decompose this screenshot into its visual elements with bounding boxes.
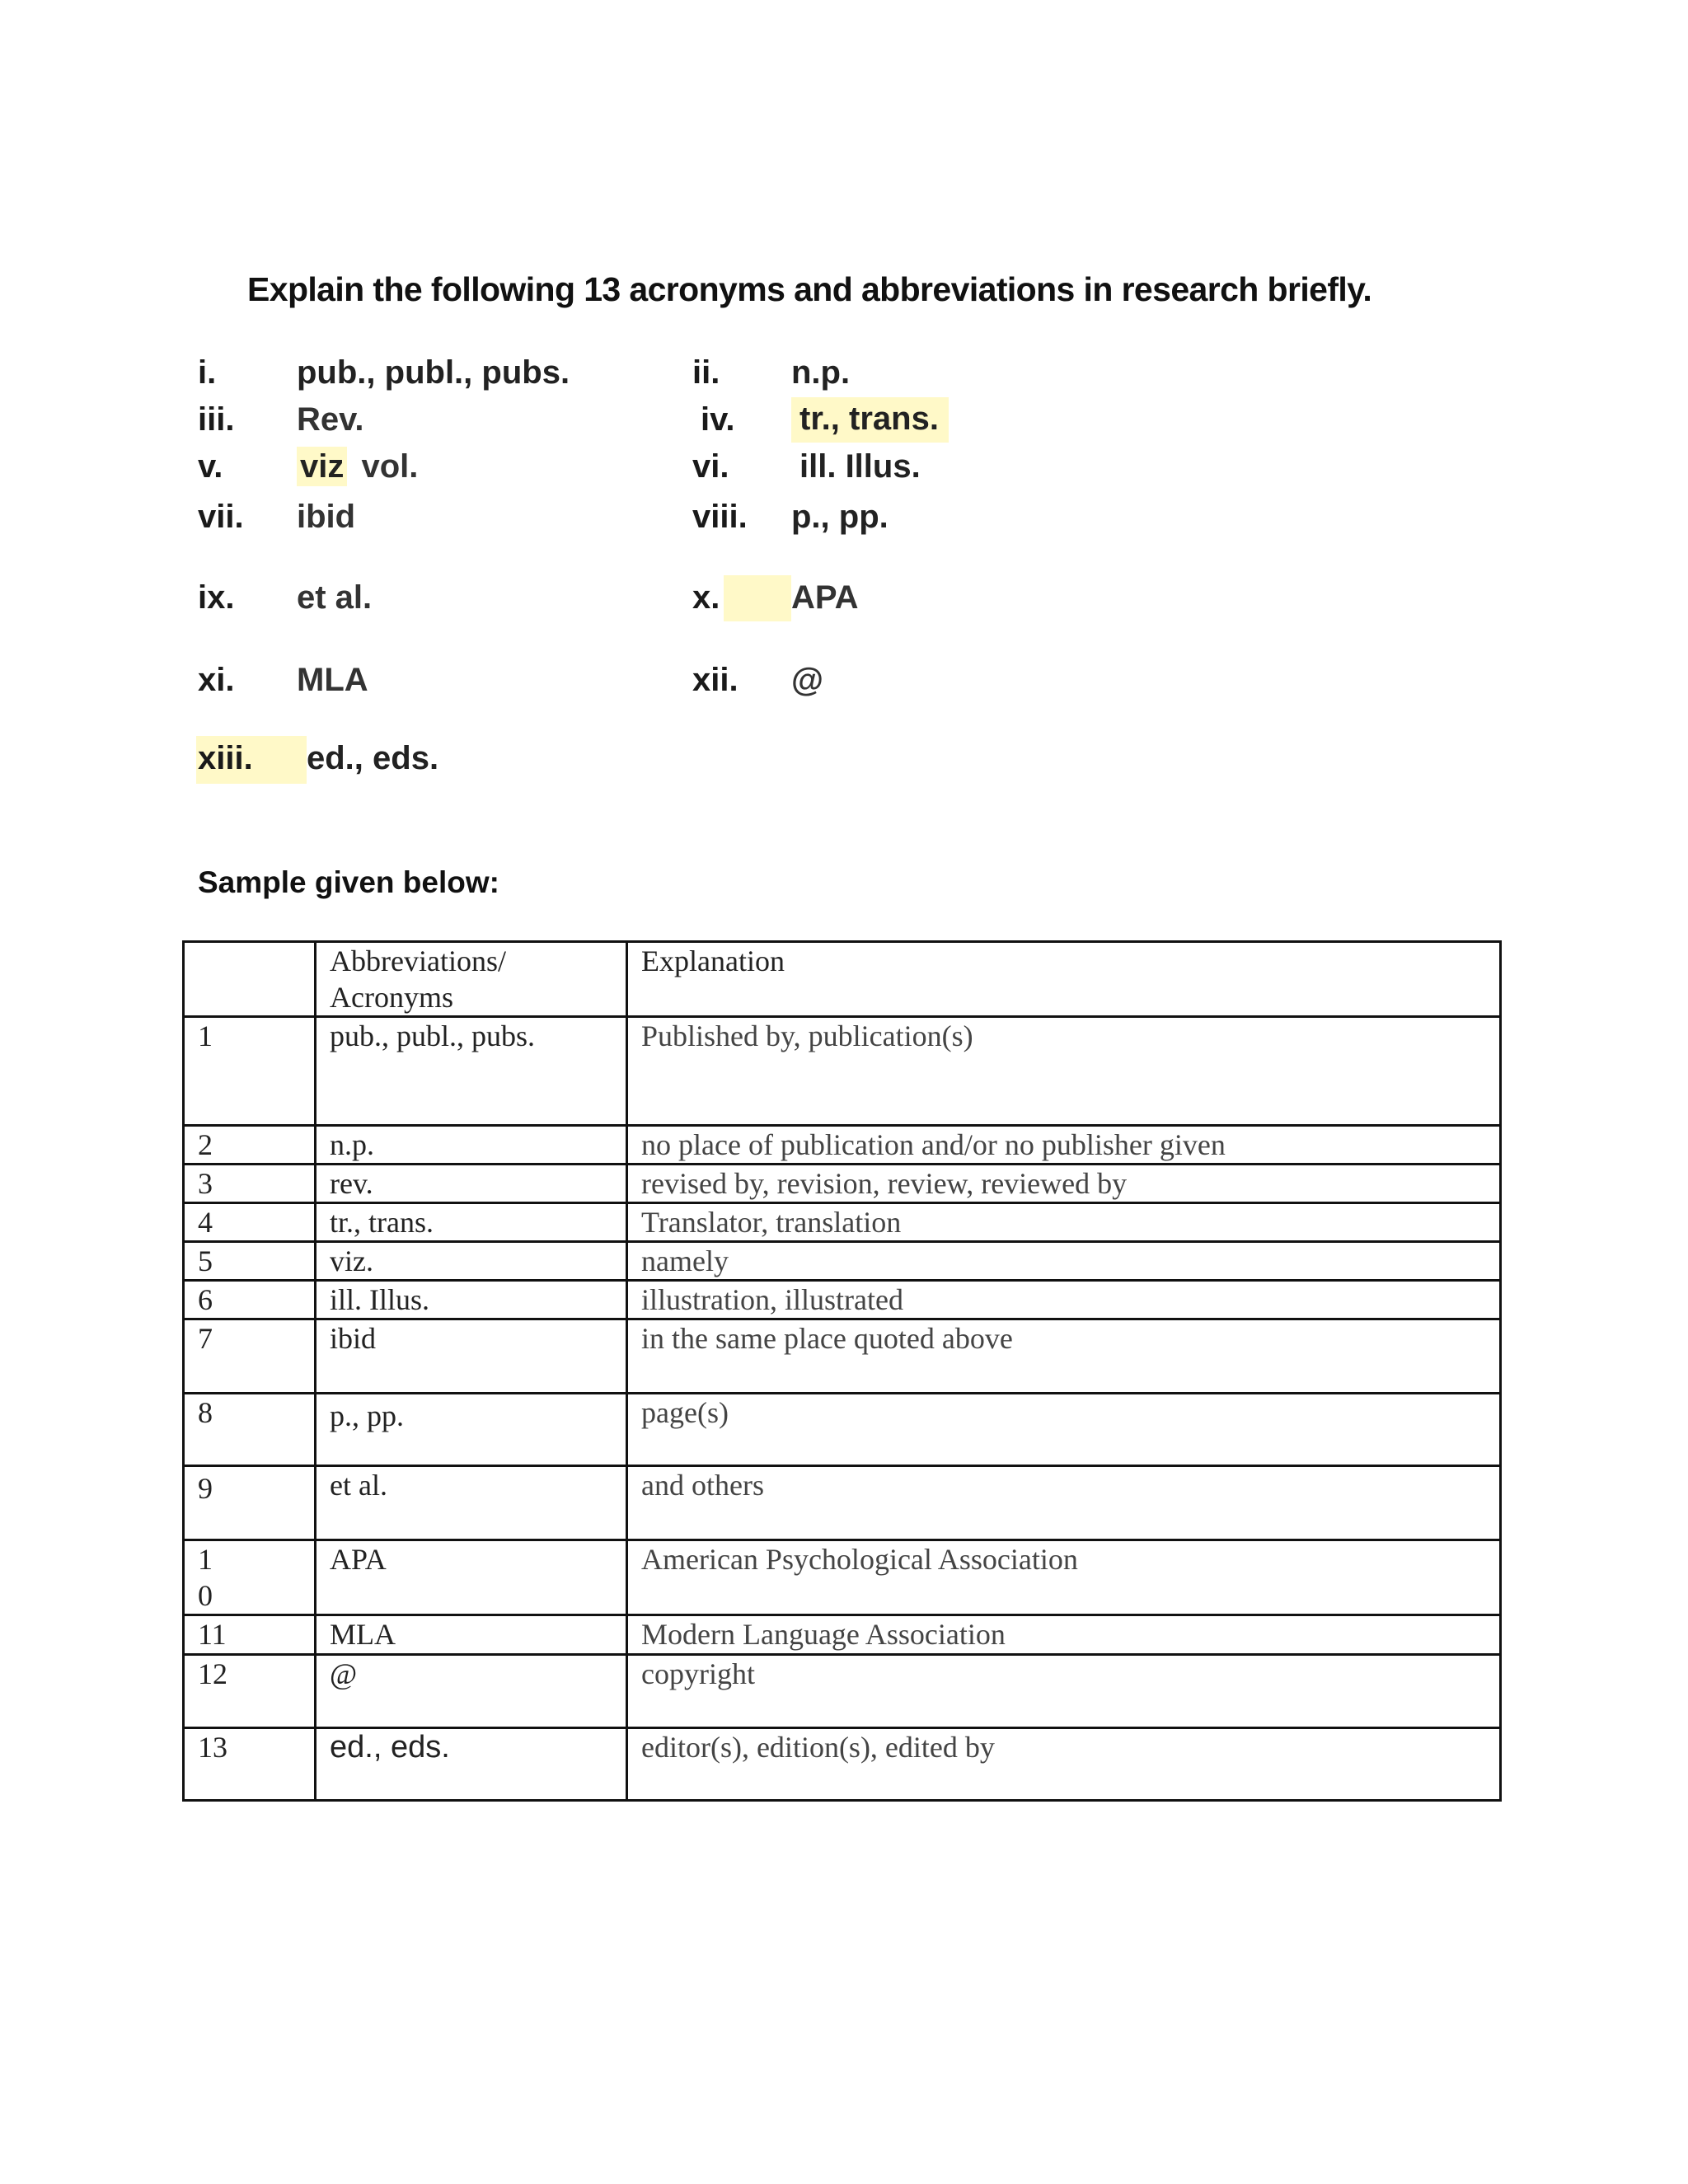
row-explanation: American Psychological Association	[627, 1540, 1501, 1615]
item-text: pub., publ., pubs.	[297, 354, 570, 391]
row-number: 12	[184, 1655, 316, 1728]
row-explanation: revised by, revision, review, reviewed by	[627, 1165, 1501, 1203]
item-text: p., pp.	[791, 499, 889, 535]
row-number: 9	[184, 1466, 316, 1540]
row-number: 1 0	[184, 1540, 316, 1615]
item-text-suffix: vol.	[361, 448, 419, 485]
row-abbreviation: p., pp.	[316, 1394, 627, 1466]
row-number: 5	[184, 1242, 316, 1281]
row-explanation: page(s)	[627, 1394, 1501, 1466]
row-abbreviation: MLA	[316, 1615, 627, 1655]
row-number: 13	[184, 1728, 316, 1801]
row-abbreviation: @	[316, 1655, 627, 1728]
table-row	[184, 1126, 1501, 1165]
row-explanation: no place of publication and/or no publisher given	[627, 1126, 1501, 1165]
table-row	[184, 1165, 1501, 1203]
row-abbreviation: APA	[316, 1540, 627, 1615]
header-cell: Explanation	[627, 942, 1501, 1017]
header-cell	[184, 942, 316, 1017]
highlighted-word: viz	[297, 447, 347, 486]
row-abbreviation: tr., trans.	[316, 1203, 627, 1242]
row-explanation: editor(s), edition(s), edited by	[627, 1728, 1501, 1801]
row-number: 6	[184, 1281, 316, 1319]
header-cell: Abbreviations/ Acronyms	[316, 942, 627, 1017]
item-text: et al.	[297, 579, 373, 616]
item-number: iii.	[198, 401, 235, 438]
item-number: iv.	[701, 401, 735, 438]
row-explanation: copyright	[627, 1655, 1501, 1728]
row-number: 2	[184, 1126, 316, 1165]
row-abbreviation: n.p.	[316, 1126, 627, 1165]
item-text-highlighted: tr., trans.	[791, 397, 949, 443]
table-row	[184, 1728, 1501, 1801]
row-number: 7	[184, 1319, 316, 1394]
row-number: 3	[184, 1165, 316, 1203]
item-number: x.	[692, 579, 720, 616]
row-abbreviation: ill. Illus.	[316, 1281, 627, 1319]
page-title: Explain the following 13 acronyms and abbreviations in research briefly.	[247, 270, 1372, 308]
row-number: 8	[184, 1394, 316, 1466]
table-row	[184, 1242, 1501, 1281]
row-explanation: namely	[627, 1242, 1501, 1281]
row-explanation: Published by, publication(s)	[627, 1017, 1501, 1126]
row-explanation: and others	[627, 1466, 1501, 1540]
row-abbreviation: pub., publ., pubs.	[316, 1017, 627, 1126]
row-number: 1	[184, 1017, 316, 1126]
row-number: 4	[184, 1203, 316, 1242]
table-row	[184, 1394, 1501, 1466]
sample-heading: Sample given below:	[198, 865, 499, 899]
table-row	[184, 1615, 1501, 1655]
table-header-row	[184, 942, 1501, 1017]
item-text: ibid	[297, 499, 356, 535]
item-number: xii.	[692, 662, 738, 698]
item-text: ill. Illus.	[799, 448, 921, 485]
row-abbreviation: ibid	[316, 1319, 627, 1394]
row-explanation: illustration, illustrated	[627, 1281, 1501, 1319]
table-row	[184, 1319, 1501, 1394]
row-abbreviation: ed., eds.	[316, 1728, 627, 1801]
row-abbreviation: viz.	[316, 1242, 627, 1281]
item-text: APA	[791, 579, 859, 616]
table-row	[184, 1017, 1501, 1126]
item-number: xiii.	[198, 740, 253, 776]
item-text: n.p.	[791, 354, 851, 391]
table-row	[184, 1203, 1501, 1242]
item-text: Rev.	[297, 401, 364, 438]
highlight-block	[724, 575, 791, 621]
item-number: ix.	[198, 579, 235, 616]
item-text: @	[791, 662, 824, 698]
row-number: 11	[184, 1615, 316, 1655]
row-explanation: in the same place quoted above	[627, 1319, 1501, 1394]
item-number: v.	[198, 448, 223, 485]
table-row	[184, 1655, 1501, 1728]
item-number: viii.	[692, 499, 748, 535]
table-row	[184, 1281, 1501, 1319]
table-row	[184, 1540, 1501, 1615]
item-text: MLA	[297, 662, 368, 698]
table-row	[184, 1466, 1501, 1540]
item-number: i.	[198, 354, 217, 391]
item-number: vi.	[692, 448, 729, 485]
row-abbreviation: rev.	[316, 1165, 627, 1203]
item-text	[297, 448, 418, 485]
abbreviations-table	[182, 940, 1502, 1802]
item-number: xi.	[198, 662, 235, 698]
row-explanation: Modern Language Association	[627, 1615, 1501, 1655]
row-explanation: Translator, translation	[627, 1203, 1501, 1242]
item-text: ed., eds.	[307, 740, 439, 776]
item-number: vii.	[198, 499, 244, 535]
row-abbreviation: et al.	[316, 1466, 627, 1540]
item-number: ii.	[692, 354, 720, 391]
